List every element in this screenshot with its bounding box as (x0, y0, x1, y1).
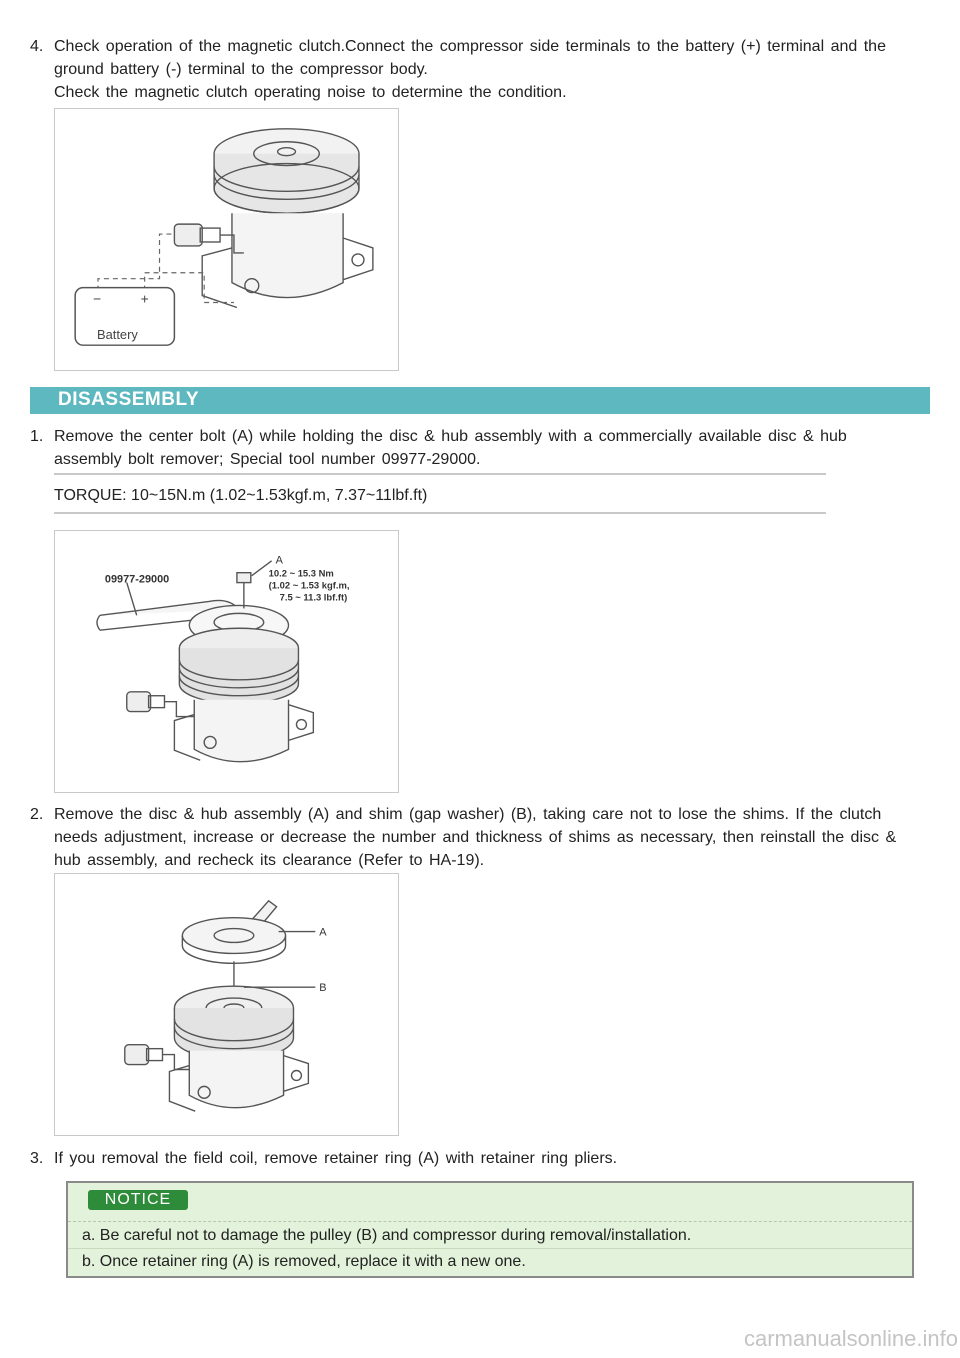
step-1 (30, 425, 910, 471)
watermark-footer: carmanualsonline.info (743, 1326, 958, 1351)
step-line: ground battery (-) terminal to the compressor body. (54, 61, 428, 78)
step-number: 2. (30, 806, 44, 823)
battery-plus-label: + (140, 290, 149, 307)
step-text (54, 1147, 910, 1170)
callout-a: A (319, 926, 327, 939)
notice-item: a. Be careful not to damage the pulley (B) and compressor during removal/installation. (82, 1227, 692, 1244)
special-tool-illustration (55, 531, 398, 792)
step-line: Remove the center bolt (A) while holding the disc & hub assembly with a commercially available disc & hub (54, 428, 847, 445)
callout-a: A (275, 554, 283, 567)
divider (54, 473, 826, 475)
disc-hub-illustration (55, 874, 398, 1135)
step-text (54, 803, 910, 872)
battery-minus-label: − (93, 290, 102, 307)
step-text (54, 35, 910, 104)
torque-callout-line2: (1.02 ~ 1.53 kgf.m, (268, 579, 350, 591)
step-line: Check operation of the magnetic clutch.Connect the compressor side terminals to the battery (+) terminal and the (54, 38, 886, 55)
compressor-battery-illustration (55, 109, 398, 370)
figure-battery-clutch-test (54, 108, 399, 371)
notice-badge: NOTICE (88, 1190, 188, 1210)
battery-label: Battery (96, 327, 138, 343)
step-number: 1. (30, 428, 44, 445)
step-2 (30, 803, 910, 873)
divider (54, 512, 826, 514)
step-4 (30, 35, 910, 105)
notice-item: b. Once retainer ring (A) is removed, replace it with a new one. (82, 1253, 526, 1270)
notice-box (66, 1181, 914, 1278)
callout-b: B (319, 982, 327, 995)
step-line: Check the magnetic clutch operating noise to determine the condition. (54, 84, 567, 101)
step-line: If you removal the field coil, remove retainer ring (A) with retainer ring pliers. (54, 1150, 618, 1167)
step-number: 3. (30, 1150, 44, 1167)
divider (68, 1221, 912, 1222)
step-line: Remove the disc & hub assembly (A) and shim (gap washer) (B), taking care not to lose the shims. If the clutch (54, 806, 882, 823)
torque-spec: TORQUE: 10~15N.m (1.02~1.53kgf.m, 7.37~11lbf.ft) (54, 487, 428, 504)
figure-center-bolt-removal (54, 530, 399, 793)
step-line: needs adjustment, increase or decrease the number and thickness of shims as necessary, then reinstall the disc & (54, 829, 897, 846)
torque-callout-line1: 10.2 ~ 15.3 Nm (268, 567, 334, 579)
step-3 (30, 1147, 910, 1170)
step-line: hub assembly, and recheck its clearance (Refer to HA-19). (54, 852, 485, 869)
step-line: assembly bolt remover; Special tool number 09977-29000. (54, 451, 481, 468)
section-header-disassembly (30, 387, 930, 414)
step-text (54, 425, 910, 471)
tool-number-label: 09977-29000 (104, 573, 170, 586)
torque-callout-line3: 7.5 ~ 11.3 lbf.ft) (279, 591, 348, 603)
step-number: 4. (30, 38, 44, 55)
divider (68, 1248, 912, 1249)
figure-disc-hub-shim (54, 873, 399, 1136)
section-title: DISASSEMBLY (58, 389, 199, 410)
